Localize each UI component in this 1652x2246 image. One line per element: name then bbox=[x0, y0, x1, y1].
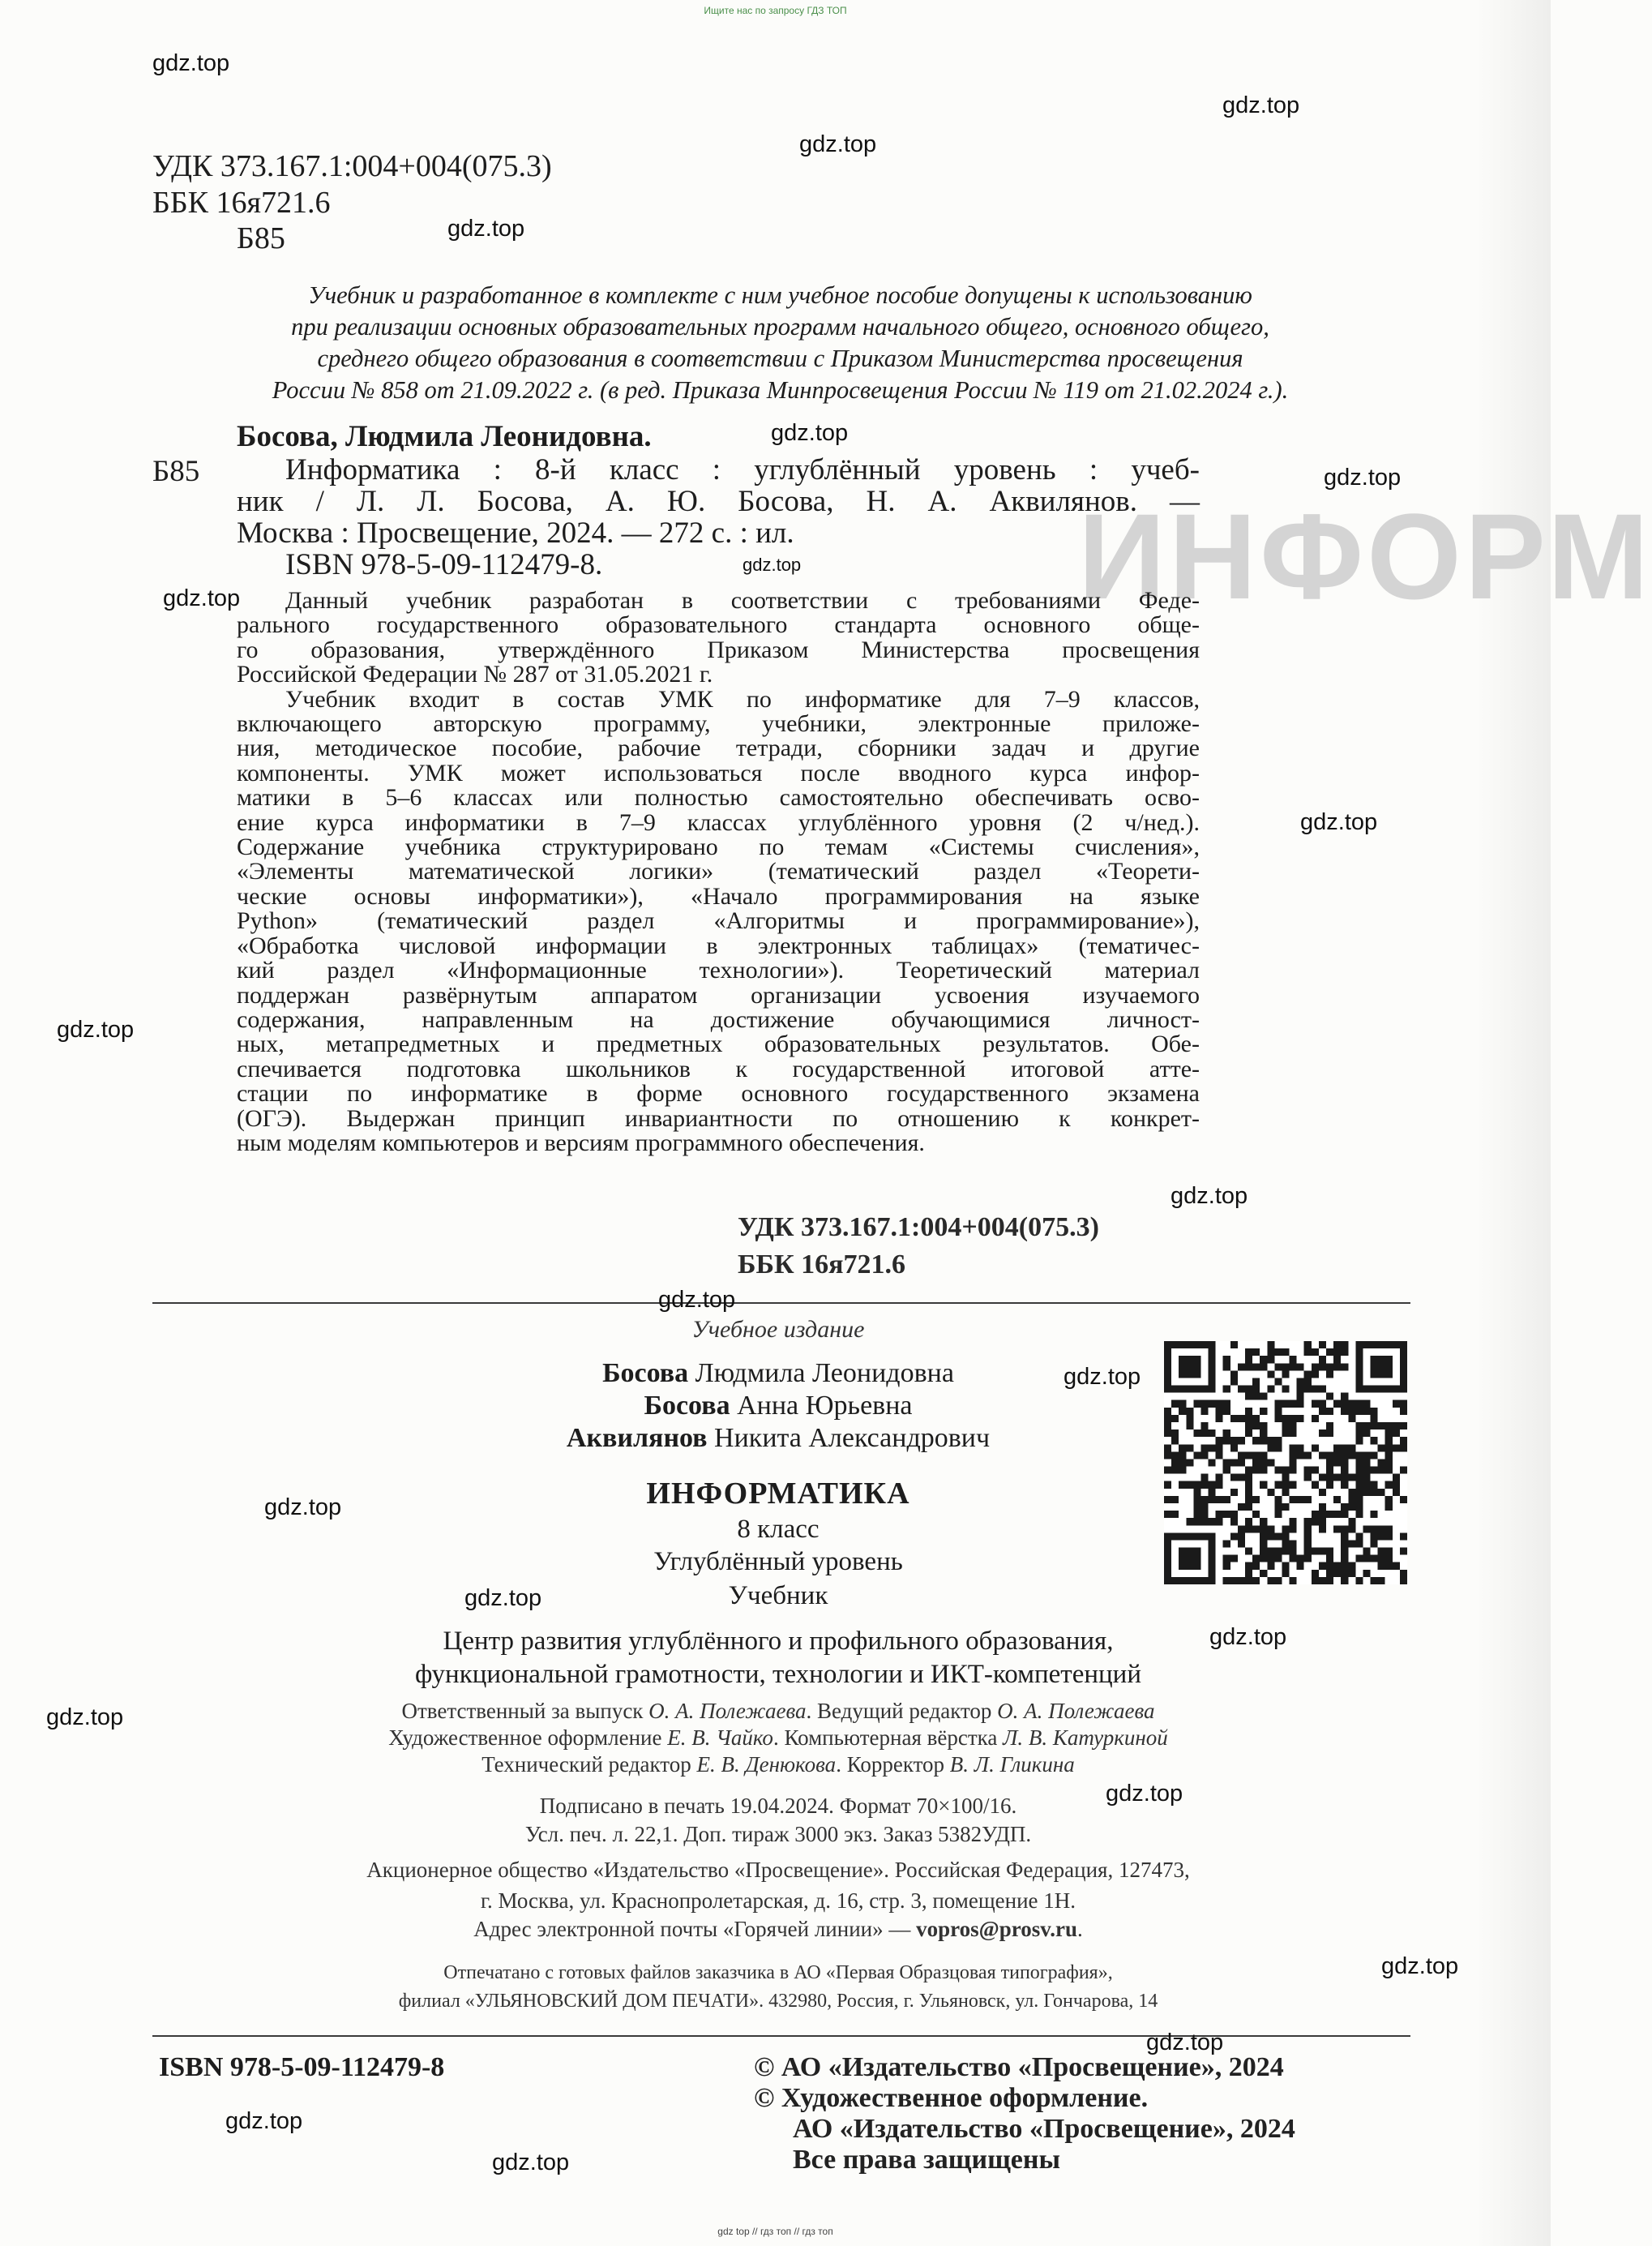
annotation-bbk: ББК 16я721.6 bbox=[738, 1249, 906, 1279]
watermark: gdz.top bbox=[57, 1017, 135, 1043]
edition-kind: Учебник bbox=[728, 1581, 828, 1610]
divider-top bbox=[152, 1302, 1410, 1304]
watermark: gdz.top bbox=[1324, 465, 1402, 491]
watermark: gdz.top bbox=[163, 585, 241, 611]
watermark: gdz.top bbox=[799, 131, 877, 157]
print-line: Подписано в печать 19.04.2024. Формат 70×100/16. bbox=[539, 1794, 1017, 1818]
staff-line: Художественное оформление Е. В. Чайко. Компьютерная вёрстка Л. В. Катуркиной bbox=[388, 1725, 1168, 1750]
edition-author: Босова Людмила Леонидовна bbox=[602, 1358, 954, 1388]
bib-line: ник / Л. Л. Босова, А. Ю. Босова, Н. А. Аквилянов. — bbox=[237, 485, 1200, 518]
copyright-line: © Художественное оформление. bbox=[754, 2083, 1149, 2113]
watermark: gdz.top bbox=[1171, 1183, 1248, 1209]
bib-line: Москва : Просвещение, 2024. — 272 с. : ил. bbox=[237, 516, 794, 550]
edition-authors bbox=[454, 1357, 1102, 1455]
copyright-line: АО «Издательство «Просвещение», 2024 bbox=[793, 2114, 1295, 2144]
classification-code: Б85 bbox=[237, 221, 285, 255]
annotation-line: рального государственного образовательного стандарта основного обще- bbox=[237, 611, 1200, 639]
watermark: gdz.top bbox=[447, 216, 525, 242]
footer-copyright bbox=[754, 2052, 1295, 2175]
annotation-line: го образования, утверждённого Приказом Министерства просвещения bbox=[237, 636, 1200, 663]
edition-title: ИНФОРМАТИКА bbox=[646, 1477, 910, 1511]
watermark: gdz.top bbox=[46, 1704, 124, 1730]
classification-bbk: ББК 16я721.6 bbox=[152, 186, 331, 220]
approval-text bbox=[154, 280, 1406, 406]
edition-center-line: Центр развития углублённого и профильного образования, bbox=[443, 1627, 1114, 1656]
annotation bbox=[237, 589, 1200, 1155]
show-through-title: ИНФОРМ bbox=[1078, 488, 1652, 624]
annotation-line: поддержан развёрнутым аппаратом организации усвоения изучаемого bbox=[237, 981, 1200, 1009]
annotation-udk: УДК 373.167.1:004+004(075.3) bbox=[738, 1212, 1099, 1242]
watermark: gdz.top bbox=[658, 1287, 736, 1313]
annotation-line: Российской Федерации № 287 от 31.05.2021 г. bbox=[237, 661, 713, 688]
classification-udk: УДК 373.167.1:004+004(075.3) bbox=[152, 149, 552, 183]
bib-isbn: ISBN 978-5-09-112479-8. bbox=[285, 548, 603, 581]
approval-line: Учебник и разработанное в комплекте с ним учебное пособие допущены к использованию bbox=[308, 281, 1252, 309]
footer-isbn: ISBN 978-5-09-112479-8 bbox=[159, 2052, 445, 2082]
watermark: gdz.top bbox=[464, 1585, 542, 1611]
watermark: gdz.top bbox=[1381, 1953, 1459, 1979]
print-line: Усл. печ. л. 22,1. Доп. тираж 3000 экз. Заказ 5382УДП. bbox=[524, 1822, 1032, 1846]
printer-line: филиал «УЛЬЯНОВСКИЙ ДОМ ПЕЧАТИ». 432980, Россия, г. Ульяновск, ул. Гончарова, 14 bbox=[398, 1991, 1158, 2012]
bib-body bbox=[237, 454, 1200, 581]
bib-code: Б85 bbox=[152, 455, 200, 488]
publisher-line: г. Москва, ул. Краснопролетарская, д. 16, стр. 3, помещение 1Н. bbox=[481, 1888, 1076, 1913]
watermark: gdz.top bbox=[1146, 2030, 1224, 2055]
annotation-line: ния, методическое пособие, рабочие тетради, сборники задач и другие bbox=[237, 735, 1200, 762]
printer-info bbox=[243, 1959, 1313, 2016]
watermark: gdz.top bbox=[743, 555, 802, 575]
edition-author: Аквилянов Никита Александрович bbox=[566, 1423, 991, 1453]
publisher-line: Акционерное общество «Издательство «Просвещение». Российская Федерация, 127473, bbox=[366, 1858, 1190, 1882]
top-notice: Ищите нас по запросу ГДЗ ТОП bbox=[704, 5, 847, 16]
annotation-line: спечивается подготовка школьников к государственной итоговой атте- bbox=[237, 1055, 1200, 1082]
annotation-line: ческие основы информатики»), «Начало программирования на языке bbox=[237, 882, 1200, 910]
annotation-line: кий раздел «Информационные технологии»). Теоретический материал bbox=[237, 957, 1200, 984]
edition-author: Босова Анна Юрьевна bbox=[644, 1391, 913, 1421]
annotation-line: (ОГЭ). Выдержан принцип инвариантности по отношению к конкрет- bbox=[237, 1104, 1200, 1132]
email-line: Адрес электронной почты «Горячей линии» — vopros@prosv.ru. bbox=[473, 1917, 1083, 1941]
edition-staff bbox=[243, 1698, 1313, 1778]
annotation-line: включающего авторскую программу, учебники, электронные приложе- bbox=[237, 710, 1200, 738]
bib-author: Босова, Людмила Леонидовна. bbox=[237, 420, 652, 453]
watermark: gdz.top bbox=[264, 1494, 342, 1520]
edition-center bbox=[243, 1625, 1313, 1691]
annotation-line: «Элементы математической логики» (тематический раздел «Теорети- bbox=[237, 858, 1200, 885]
annotation-line: «Обработка числовой информации в электронных таблицах» (тематичес- bbox=[237, 932, 1200, 959]
publisher-info bbox=[243, 1854, 1313, 1916]
copyright-line: Все права защищены bbox=[793, 2145, 1061, 2175]
edition-center-line: функциональной грамотности, технологии и ИКТ-компетенций bbox=[415, 1660, 1141, 1689]
staff-line: Ответственный за выпуск О. А. Полежаева. Ведущий редактор О. А. Полежаева bbox=[401, 1699, 1155, 1723]
watermark: gdz.top bbox=[225, 2108, 303, 2134]
watermark: gdz.top bbox=[492, 2150, 570, 2175]
annotation-line: ным моделям компьютеров и версиям программного обеспечения. bbox=[237, 1129, 925, 1156]
watermark: gdz.top bbox=[1064, 1364, 1141, 1390]
qr-code-graphic bbox=[1164, 1341, 1407, 1584]
approval-line: при реализации основных образовательных программ начального общего, основного общего, bbox=[291, 313, 1269, 341]
edition-grade: 8 класс bbox=[737, 1515, 820, 1544]
print-info bbox=[324, 1792, 1232, 1849]
annotation-line: Python» (тематический раздел «Алгоритмы и программирование»), bbox=[237, 907, 1200, 935]
watermark: gdz.top bbox=[1222, 92, 1300, 118]
annotation-line: матики в 5–6 классах или полностью самостоятельно обеспечивать осво- bbox=[237, 784, 1200, 812]
annotation-line: ение курса информатики в 7–9 классах углублённого уровня (2 ч/нед.). bbox=[237, 808, 1200, 836]
annotation-line: Учебник входит в состав УМК по информатике для 7–9 классов, bbox=[285, 685, 1200, 713]
approval-line: России № 858 от 21.09.2022 г. (в ред. Приказа Минпросвещения России № 119 от 21.02.2024 г.). bbox=[272, 376, 1289, 404]
staff-line: Технический редактор Е. В. Денюкова. Корректор В. Л. Гликина bbox=[481, 1752, 1075, 1777]
page-edge-shade bbox=[1475, 0, 1551, 2246]
email-link[interactable]: vopros@prosv.ru bbox=[916, 1917, 1078, 1941]
annotation-line: стации по информатике в форме основного государственного экзамена bbox=[237, 1080, 1200, 1108]
bib-line: Информатика : 8-й класс : углублённый уровень : учеб- bbox=[285, 453, 1200, 486]
edition-level: Углублённый уровень bbox=[653, 1547, 903, 1576]
watermark: gdz.top bbox=[771, 420, 849, 446]
annotation-line: Содержание учебника структурировано по темам «Системы счисления», bbox=[237, 834, 1200, 861]
approval-line: среднего общего образования в соответствии с Приказом Министерства просвещения bbox=[317, 345, 1243, 372]
watermark: gdz.top bbox=[1209, 1624, 1287, 1650]
qr-code bbox=[1164, 1341, 1407, 1584]
footer-notice: gdz top // гдз топ // гдз топ bbox=[717, 2226, 833, 2237]
watermark: gdz.top bbox=[152, 50, 230, 76]
printer-line: Отпечатано с готовых файлов заказчика в АО «Первая Образцовая типография», bbox=[443, 1962, 1113, 1983]
watermark: gdz.top bbox=[1106, 1781, 1183, 1807]
annotation-line: компоненты. УМК может использоваться после вводного курса инфор- bbox=[237, 759, 1200, 787]
copyright-line: © АО «Издательство «Просвещение», 2024 bbox=[754, 2052, 1284, 2082]
annotation-line: содержания, направленным на достижение обучающимися личност- bbox=[237, 1005, 1200, 1033]
edition-type: Учебное издание bbox=[691, 1316, 865, 1343]
watermark: gdz.top bbox=[1300, 809, 1378, 835]
annotation-line: Данный учебник разработан в соответствии с требованиями Феде- bbox=[285, 587, 1200, 614]
annotation-line: ных, метапредметных и предметных образовательных результатов. Обе- bbox=[237, 1031, 1200, 1058]
